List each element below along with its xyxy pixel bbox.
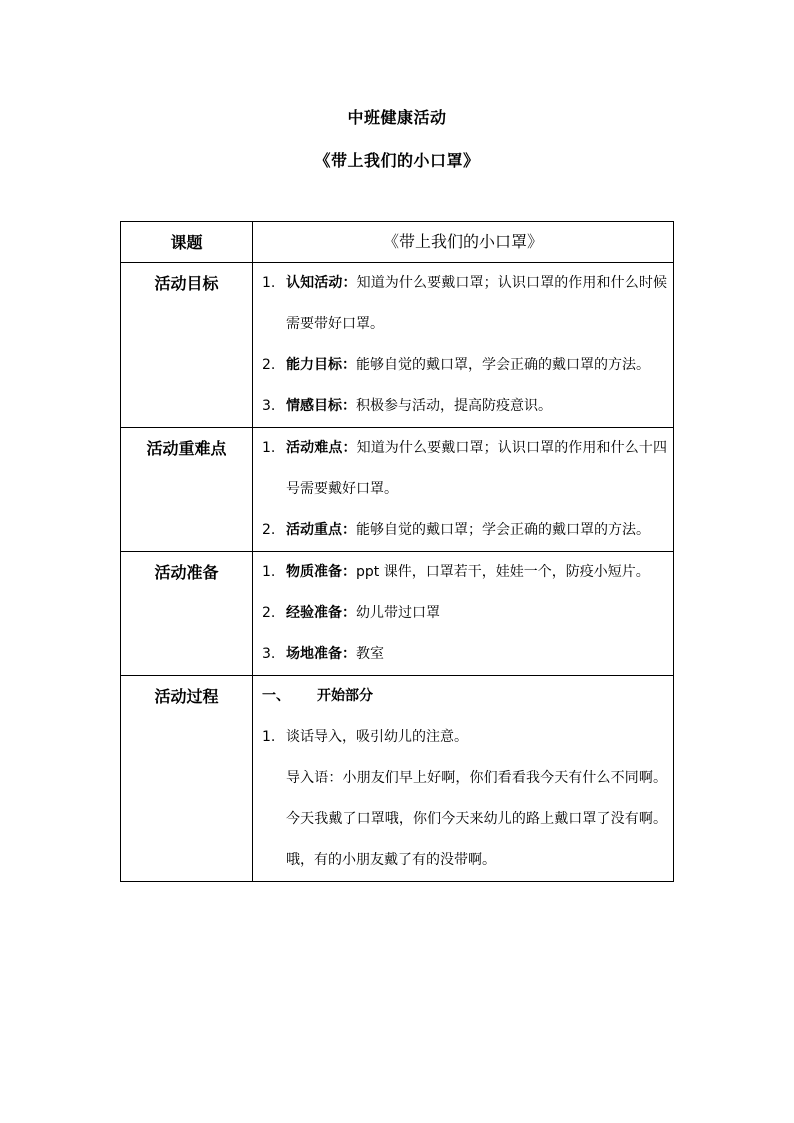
item-heading: 认知活动： <box>286 275 357 291</box>
item-heading: 活动难点： <box>286 440 357 456</box>
goals-label: 活动目标 <box>154 274 219 293</box>
topic-label: 课题 <box>170 233 203 252</box>
table-row-goals <box>121 263 674 428</box>
item-heading: 场地准备： <box>286 646 356 662</box>
preparation-label: 活动准备 <box>154 563 219 582</box>
list-number: 2. <box>262 522 276 538</box>
item-text: 能够自觉的戴口罩，学会正确的戴口罩的方法。 <box>356 357 650 373</box>
list-item <box>262 593 667 634</box>
key-points-content-cell <box>253 428 674 552</box>
item-heading: 活动重点： <box>286 522 356 538</box>
list-item <box>262 428 667 510</box>
key-points-label: 活动重难点 <box>146 439 227 458</box>
list-item <box>262 345 667 386</box>
lesson-plan-table <box>120 221 674 882</box>
process-label-cell <box>121 676 253 882</box>
document-title: 中班健康活动 <box>347 108 447 127</box>
list-item <box>262 263 667 345</box>
section-heading <box>262 676 667 717</box>
topic-value: 《带上我们的小口罩》 <box>253 222 674 263</box>
list-item <box>262 552 667 593</box>
section-title: 开始部分 <box>317 688 373 704</box>
list-number: 2. <box>262 357 276 373</box>
list-item <box>262 510 667 551</box>
item-text: 知道为什么要戴口罩；认识口罩的作用和什么时候需要带好口罩。 <box>286 275 667 332</box>
preparation-content-cell <box>253 552 674 676</box>
item-text: 能够自觉的戴口罩；学会正确的戴口罩的方法。 <box>356 522 650 538</box>
item-text: 谈话导入，吸引幼儿的注意。 <box>286 729 468 745</box>
table-row-key-points <box>121 428 674 552</box>
item-text: 积极参与活动，提高防疫意识。 <box>356 398 552 414</box>
goals-content-cell <box>253 263 674 428</box>
intro-paragraph: 导入语：小朋友们早上好啊，你们看看我今天有什么不同啊。今天我戴了口罩哦，你们今天来幼儿的路上戴口罩了没有啊。哦，有的小朋友戴了有的没带啊。 <box>286 770 667 868</box>
list-number: 2. <box>262 605 276 621</box>
item-text: 教室 <box>356 646 384 662</box>
item-heading: 能力目标： <box>286 357 356 373</box>
section-number: 一、 <box>262 688 290 704</box>
list-number: 1. <box>262 729 276 745</box>
list-item <box>262 386 667 427</box>
list-number: 1. <box>262 564 276 580</box>
list-number: 3. <box>262 646 276 662</box>
item-heading: 情感目标： <box>286 398 356 414</box>
preparation-label-cell <box>121 552 253 676</box>
item-text: ppt 课件，口罩若干，娃娃一个，防疫小短片。 <box>356 564 650 580</box>
list-number: 1. <box>262 275 276 291</box>
item-text: 知道为什么要戴口罩；认识口罩的作用和什么十四号需要戴好口罩。 <box>286 440 667 497</box>
table-row-preparation <box>121 552 674 676</box>
item-heading: 经验准备： <box>286 605 356 621</box>
item-heading: 物质准备： <box>286 564 356 580</box>
list-item <box>262 717 667 758</box>
table-row-process <box>121 676 674 882</box>
topic-label-cell <box>121 222 253 263</box>
table-row-topic <box>121 222 674 263</box>
document-subtitle: 《带上我们的小口罩》 <box>314 151 480 170</box>
list-number: 3. <box>262 398 276 414</box>
item-text: 幼儿带过口罩 <box>356 605 440 621</box>
list-number: 1. <box>262 440 276 456</box>
goals-label-cell <box>121 263 253 428</box>
process-label: 活动过程 <box>154 687 219 706</box>
process-content-cell <box>253 676 674 882</box>
key-points-label-cell <box>121 428 253 552</box>
list-item <box>262 634 667 675</box>
